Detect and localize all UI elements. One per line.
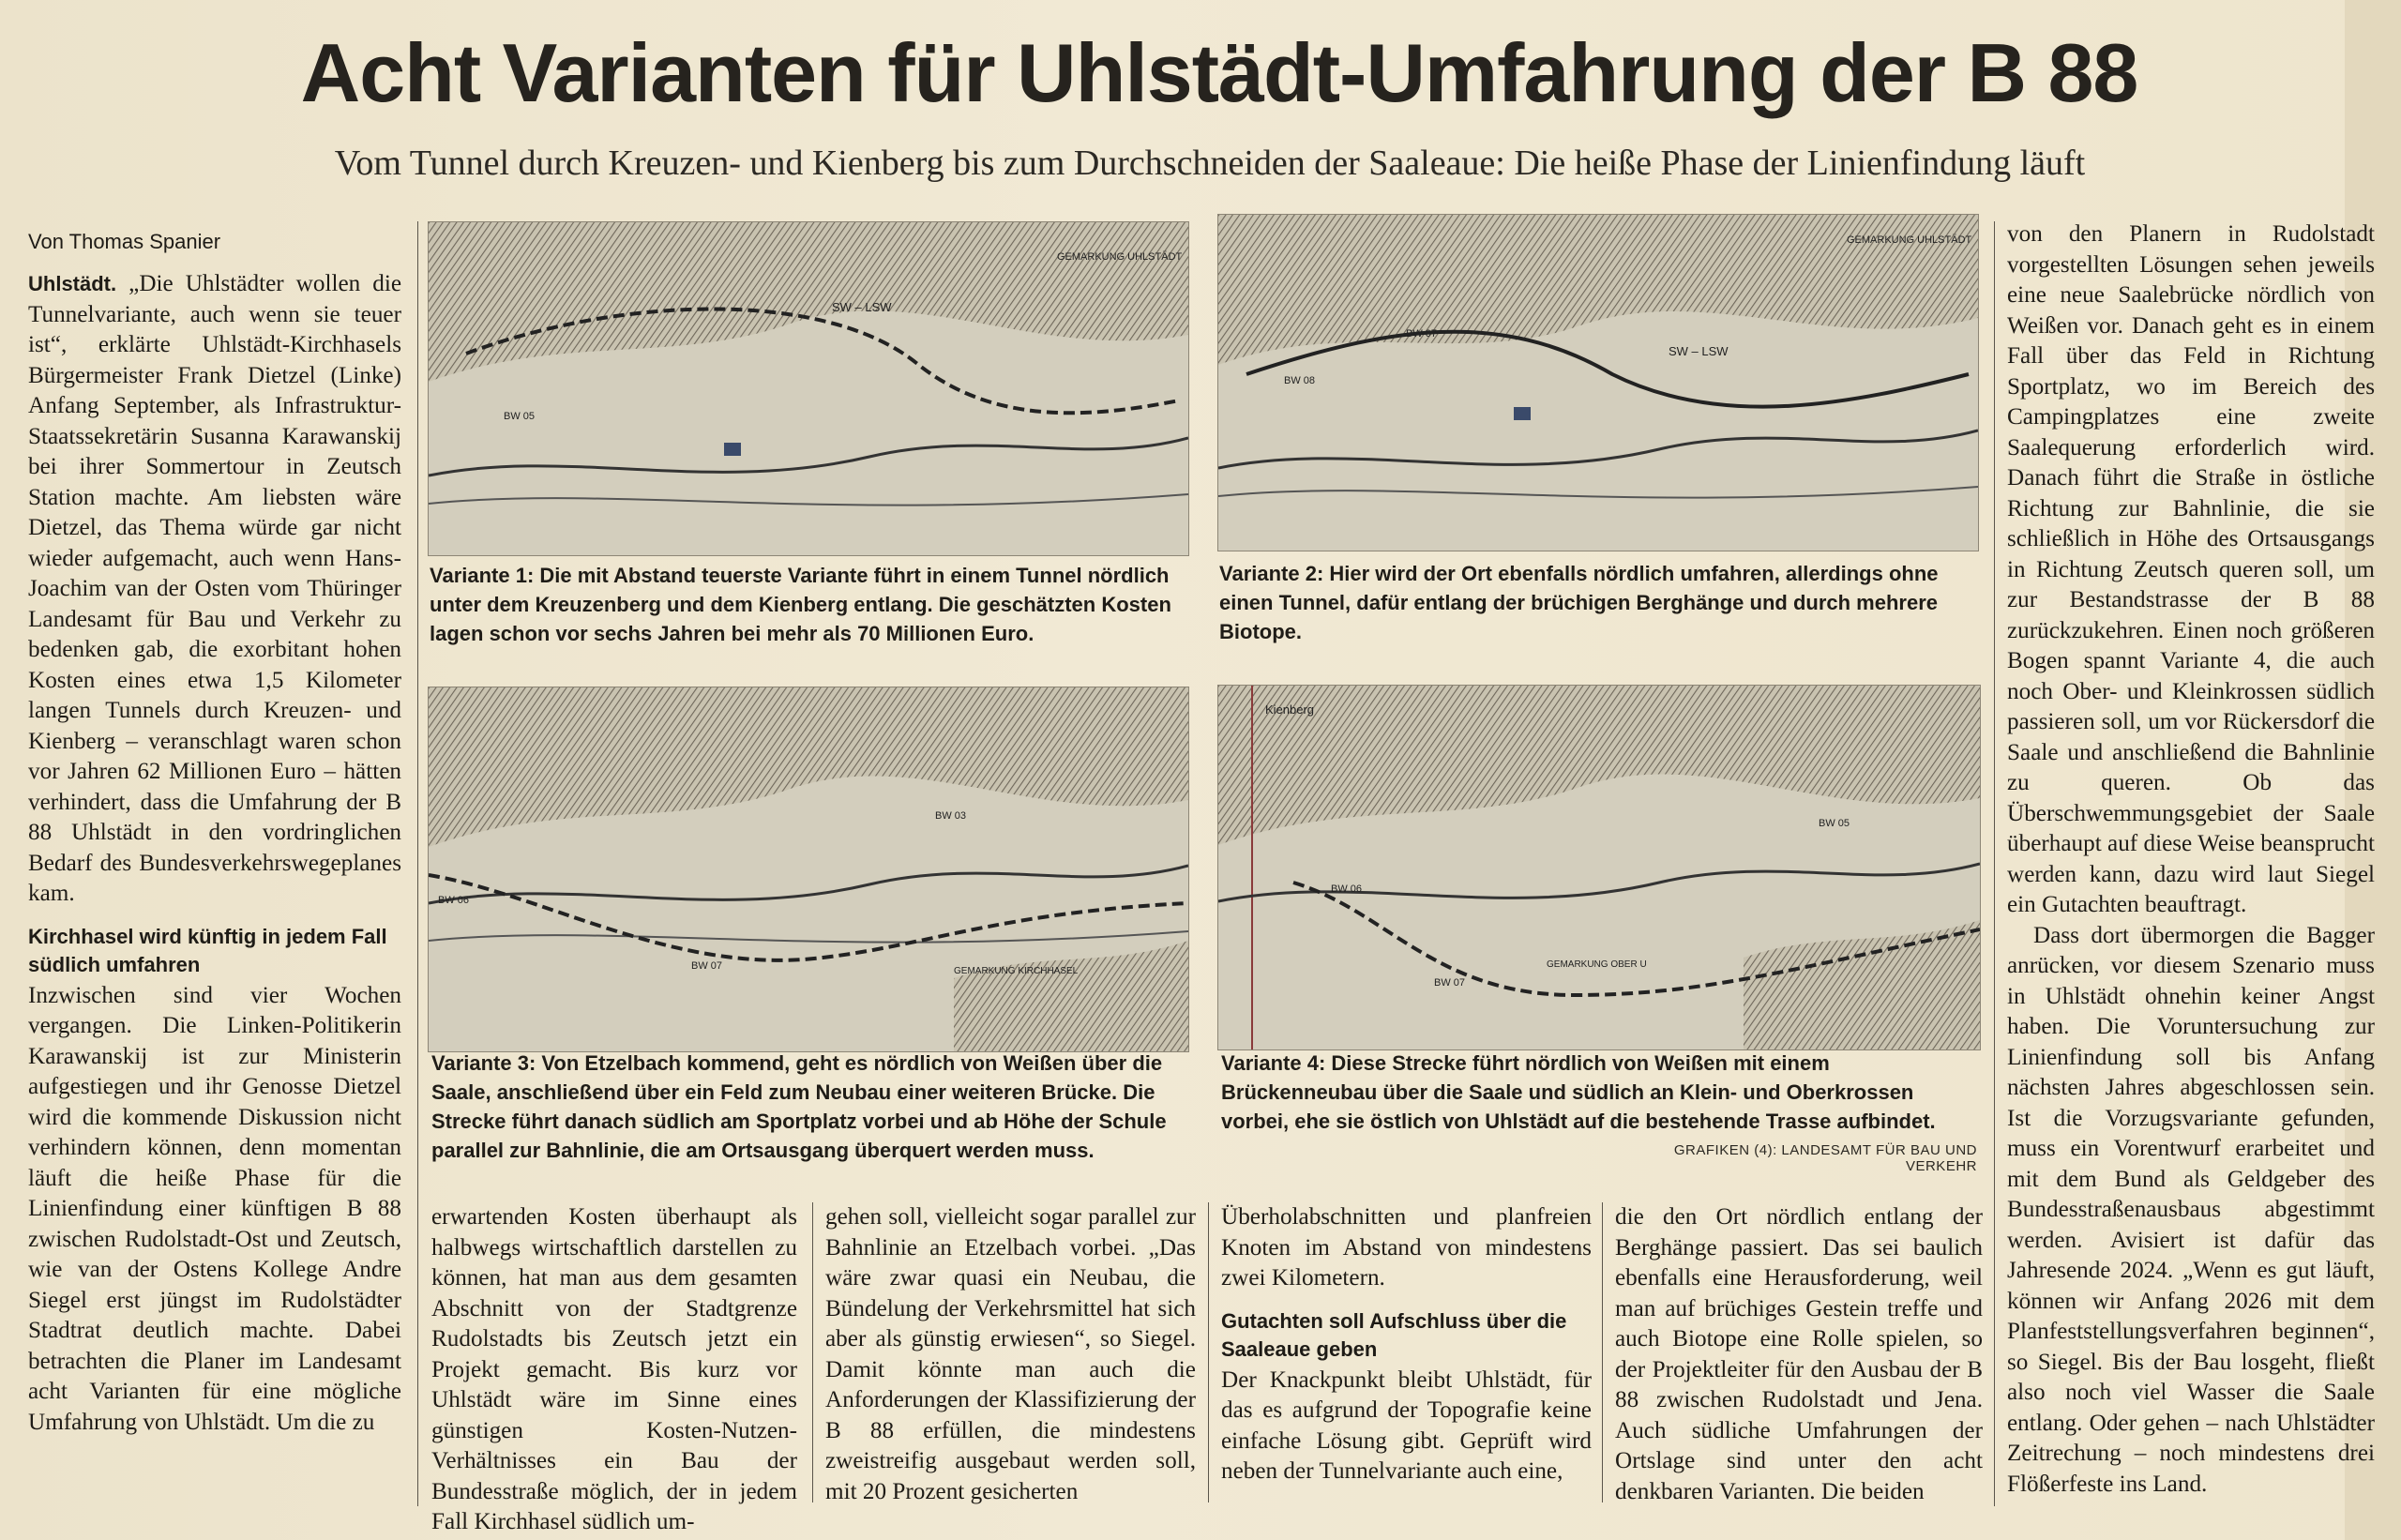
map-label-route: SW – LSW [1669,344,1729,358]
col4-text: Überholabschnitten und planfreien Knoten im Abstand von mindestens zwei Kilometern. [1221,1204,1592,1291]
caption-variant-1: Variante 1: Die mit Abstand teuerste Variante führt in einem Tunnel nördlich unter dem Kreuzenberg und dem Kienberg entlang. Die geschätzten Kosten lagen schon vor sechs Jahren bei mehr als 70 Millionen Euro. [430,564,1171,645]
map-label-name: Kienberg [1265,702,1315,717]
map-label-bw: BW 08 [1284,375,1316,386]
col2-text: erwartenden Kosten überhaupt als halbwegs wirtschaftlich darstellen zu können, hat man aus dem gesamten Abschnitt von der Stadtgrenze Rudolstadts bis Zeutsch jetzt ein Projekt gemacht. Bis kurz vor Uhlstädt wäre im Sinne eines günstigen Kosten-Nutzen-Verhältnisses ein Bau der Bundesstraße möglich, der in jedem Fall Kirchhasel südlich um- [431,1204,797,1534]
column-divider [1994,221,1995,1506]
col6-paragraph-1: von den Planern in Rudolstadt vorgestellten Lösungen sehen jeweils eine neue Saalebrücke nördlich von Weißen vor. Danach geht es in einem Fall über das Feld in Richtung Sportplatz, wo im Bereich des Campingplatzes eine zweite Saalequerung erforderlich wird. Danach führt die Straße in östliche Richtung zur Bahnlinie, die sie schließlich in Höhe des Ortsausgangs in Richtung Zeutsch queren soll, um zur Bestandstrasse der B 88 zurückzukehren. Einen noch größeren Bogen spannt Variante 4, die auch noch Ober- und Kleinkrossen südlich passieren soll, um vor Rückersdorf die Saale und anschließend die Bahnlinie zu queren. Ob das Überschwemmungsgebiet der Saale überhaupt auf diese Weise beansprucht werden kann, dazu wird laut Siegel ein Gutachten beauftragt. [2007,221,2375,917]
map-label-gemarkung: GEMARKUNG OBER U [1547,959,1647,970]
map-label-bw: BW 06 [1331,883,1363,895]
article-subheadline: Vom Tunnel durch Kreuzen- und Kienberg bis zum Durchschneiden der Saaleaue: Die heiße Phase der Linienfindung läuft [334,143,2086,183]
map-label-gemarkung: GEMARKUNG UHLSTÄDT [1847,234,1972,246]
map-variant-2 [1217,214,1979,551]
map-label-bw: BW 07 [1406,328,1438,340]
column-6 [2007,219,2375,1500]
column-1 [28,230,401,1438]
map-variant-4 [1217,685,1981,1050]
caption-variant-2: Variante 2: Hier wird der Ort ebenfalls nördlich umfahren, allerdings ohne einen Tunnel, dafür entlang der brüchigen Berghänge und durch mehrere Biotope. [1219,562,1939,643]
dateline: Uhlstädt. [28,272,117,295]
map-label-bw: BW 07 [691,960,723,972]
column-divider [812,1202,813,1502]
caption-variant-3: Variante 3: Von Etzelbach kommend, geht es nördlich von Weißen über die Saale, anschließend über ein Feld zum Neubau einer weiteren Brücke. Die Strecke führt danach südlich am Sportplatz vorbei und ab Höhe der Schule parallel zur Bahnlinie, die am Ortsausgang überquert werden muss. [431,1051,1167,1162]
column-5 [1615,1202,1983,1507]
map-variant-1 [428,221,1189,556]
byline: Von Thomas Spanier [28,230,221,253]
map-variant-3 [428,687,1189,1052]
subheading-gutachten: Gutachten soll Aufschluss über die Saaleaue geben [1221,1308,1567,1361]
col6-paragraph-2: Dass dort übermorgen die Bagger anrücken, vor diesem Szenario muss in Uhlstädt ohnehin keiner Angst haben. Die Voruntersuchung zur Linienfindung soll bis Anfang nächsten Jahres abgeschlossen sein. Ist die Vorzugsvariante gefunden, muss ein Vorentwurf erarbeitet und mit dem Bund als Geldgeber des Bundesstraßenausbaus abgestimmt werden. Avisiert ist dafür das Jahresende 2024. „Wenn es gut läuft, können wir Anfang 2026 mit dem Planfeststellungsverfahren beginnen“, so Siegel. Bis der Bau losgeht, fließt also noch viel Wasser die Saale entlang. Oder gehen – nach Uhlstädter Zeitrechung – noch mindestens drei Flößerfeste ins Land. [2007,922,2375,1497]
article-headline: Acht Varianten für Uhlstädt-Umfahrung der B 88 [300,26,2138,119]
lead-paragraph [28,269,401,910]
column-divider [417,221,418,1506]
caption-variant-4: Variante 4: Diese Strecke führt nördlich von Weißen mit einem Brückenneubau über die Saale und südlich an Klein- und Oberkrossen vorbei, ehe sie östlich von Uhlstädt auf die bestehende Trasse aufbindet. [1221,1051,1936,1133]
column-2 [431,1202,797,1538]
map-label-gemarkung: GEMARKUNG UHLSTÄDT [1057,251,1183,263]
subheading-kirchhasel: Kirchhasel wird künftig in jedem Fall südlich umfahren [28,924,387,976]
column-4 [1221,1202,1592,1487]
map-label-bw: BW 03 [935,810,967,822]
map-label-bw: BW 07 [1434,977,1466,989]
map-label-bw: BW 05 [504,411,536,422]
column-3 [825,1202,1196,1507]
map-label-route: SW – LSW [832,300,892,314]
col3-text: gehen soll, vielleicht sogar parallel zur Bahnlinie an Etzelbach vorbei. „Das wäre zwar quasi ein Neubau, die Bündelung der Verkehrsmittel hat sich aber als günstig erwiesen“, so Siegel. Damit könnte man auch die Anforderungen der Klassifizierung der B 88 erfüllen, die mindestens zweistreifig ausgebaut werden soll, mit 20 Prozent gesicherten [825,1204,1196,1504]
column-divider [1208,1202,1209,1502]
graphics-credit: GRAFIKEN (4): LANDESAMT FÜR BAU UND VERKEHR [1673,1142,1977,1174]
map-label-gemarkung: GEMARKUNG KIRCHHASEL [954,966,1079,976]
map-label-bw: BW 05 [1819,818,1850,829]
column-divider [1602,1202,1603,1502]
col4-text-2: Der Knackpunkt bleibt Uhlstädt, für das es aufgrund der Topografie keine einfache Lösung gibt. Geprüft wird neben der Tunnelvariante auch eine, [1221,1366,1592,1484]
col5-text: die den Ort nördlich entlang der Berghänge passiert. Das sei baulich ebenfalls eine Herausforderung, weil man auf brüchiges Gestein treffe und auch Biotope eine Rolle spielen, so der Projektleiter für den Ausbau der B 88 zwischen Rudolstadt und Jena. Auch südliche Umfahrungen der Ortslage sind unter den acht denkbaren Varianten. Die beiden [1615,1204,1983,1504]
lead-text: „Die Uhlstädter wollen die Tunnelvariante, auch wenn sie teuer ist“, erklärte Uhlstädt-Kirchhasels Bürgermeister Frank Dietzel (Linke) Anfang September, als Infrastruktur-Staatssekretärin Susanna Karawanskij bei ihrer Sommertour in Zeutsch Station machte. Am liebsten wäre Dietzel, das Thema würde gar nicht wieder aufgemacht, auch wenn Hans-Joachim van der Osten vom Thüringer Landesamt für Bau und Verkehr zu bedenken gab, die exorbitant hohen Kosten eines etwa 1,5 Kilometer langen Tunnels durch Kreuzen- und Kienberg – veranschlagt waren schon vor Jahren 62 Millionen Euro – hätten verhindert, dass die Umfahrung der B 88 Uhlstädt in den vordringlichen Bedarf des Bundesverkehrswegeplanes kam. [28,271,402,906]
col1-paragraph-2: Inzwischen sind vier Wochen vergangen. Die Linken-Politikerin Karawanskij ist zur Ministerin aufgestiegen und ihr Genosse Dietzel wird die kommende Diskussion nicht verhindern können, denn momentan läuft die heiße Phase für die Linienfindung einer künftigen B 88 zwischen Rudolstadt-Ost und Zeutsch, wie van der Ostens Kollege Andre Siegel erst jüngst im Rudolstädter Stadtrat deutlich machte. Dabei betrachten die Planer im Landesamt acht Varianten für eine mögliche Umfahrung von Uhlstädt. Um die zu [28,982,401,1435]
map-label-bw: BW 06 [438,895,470,906]
